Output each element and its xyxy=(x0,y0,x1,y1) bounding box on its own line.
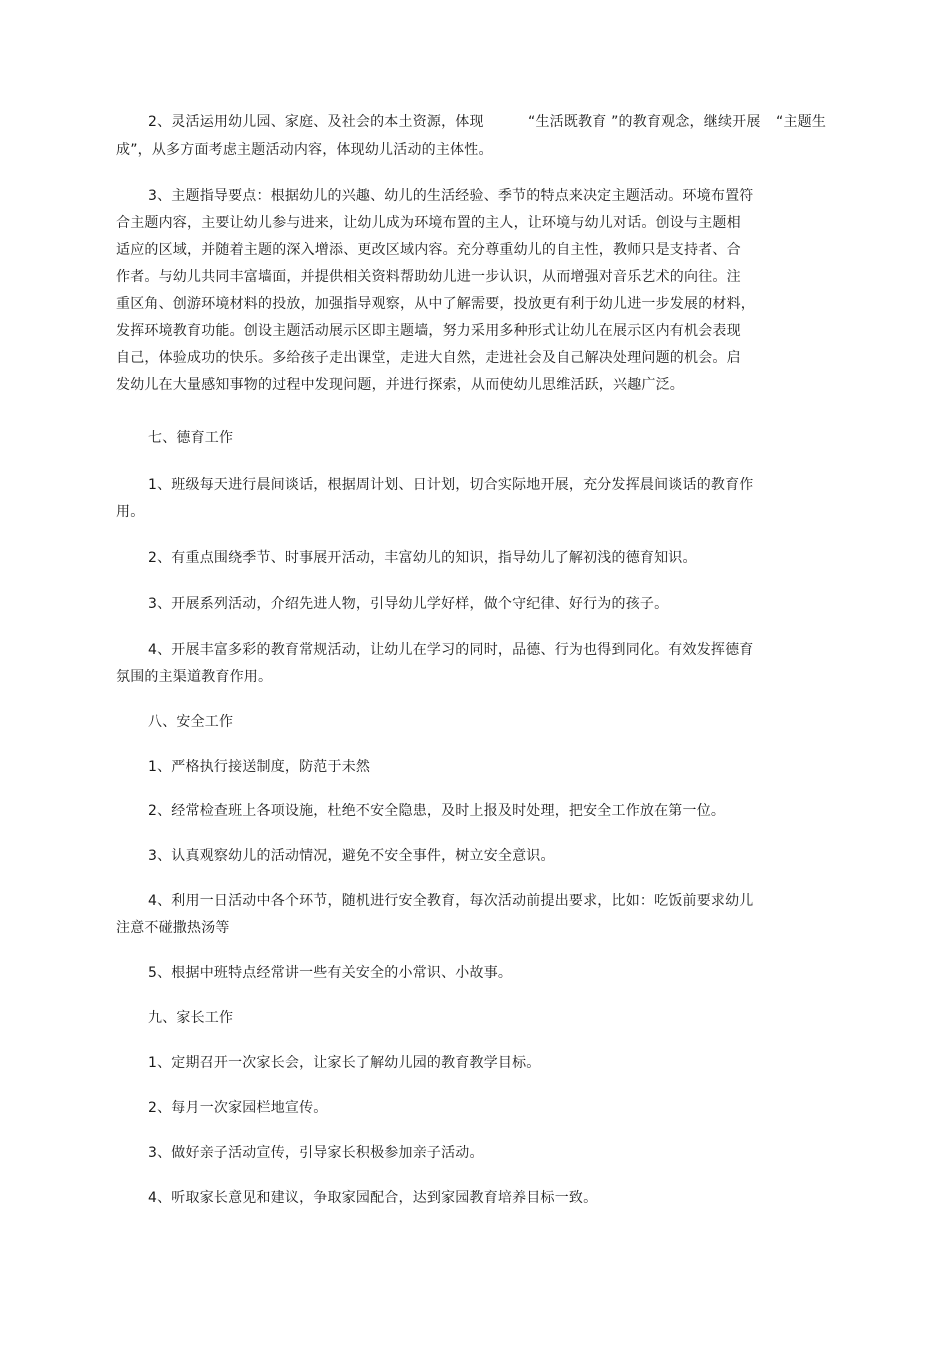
s9-item3: 3、做好亲子活动宣传，引导家长积极参加亲子活动。 xyxy=(148,1145,484,1161)
s8-item1: 1、严格执行接送制度，防范于未然 xyxy=(148,759,371,775)
s8-item4-line1: 4、利用一日活动中各个环节，随机进行安全教育，每次活动前提出要求，比如：吃饭前要求幼儿 xyxy=(148,893,754,909)
s7-item1-line2: 用。 xyxy=(116,504,145,520)
s9-item1: 1、定期召开一次家长会，让家长了解幼儿园的教育教学目标。 xyxy=(148,1055,541,1071)
s7-item4-line1: 4、开展丰富多彩的教育常规活动，让幼儿在学习的同时，品德、行为也得到同化。有效发挥德育 xyxy=(148,642,754,658)
s7-item1-line1: 1、班级每天进行晨间谈话，根据周计划、日计划，切合实际地开展，充分发挥晨间谈话的教育作 xyxy=(148,477,754,493)
s6-item3-line: 合主题内容，主要让幼儿参与进来，让幼儿成为环境布置的主人，让环境与幼儿对话。创设与主题相 xyxy=(116,215,741,231)
s6-item3-line: 自己，体验成功的快乐。多给孩子走出课堂，走进大自然，走进社会及自己解决处理问题的机会。启 xyxy=(116,350,741,366)
s6-item3-line: 作者。与幼儿共同丰富墙面，并提供相关资料帮助幼儿进一步认识，从而增强对音乐艺术的向往。注 xyxy=(116,269,741,285)
s6-item2-line1-part1: 2、灵活运用幼儿园、家庭、及社会的本土资源，体现 xyxy=(148,114,484,130)
s9-item4: 4、听取家长意见和建议，争取家园配合，达到家园教育培养目标一致。 xyxy=(148,1190,598,1206)
s6-item2-line1-part2: “生活既教育 ”的教育观念，继续开展 xyxy=(528,114,761,130)
s6-item3-line: 适应的区域，并随着主题的深入增添、更改区域内容。充分尊重幼儿的自主性，教师只是支持者、合 xyxy=(116,242,741,258)
s8-item5: 5、根据中班特点经常讲一些有关安全的小常识、小故事。 xyxy=(148,965,513,981)
s6-item3-line: 发挥环境教育功能。创设主题活动展示区即主题墙，努力采用多种形式让幼儿在展示区内有机会表现 xyxy=(116,323,741,339)
s6-item2-line1-part3: “主题生 xyxy=(776,114,827,130)
s6-item2-line2: 成”，从多方面考虑主题活动内容，体现幼儿活动的主体性。 xyxy=(116,142,493,158)
s8-item3: 3、认真观察幼儿的活动情况，避免不安全事件，树立安全意识。 xyxy=(148,848,555,864)
s6-item3-line: 发幼儿在大量感知事物的过程中发现问题，并进行探索，从而使幼儿思维活跃，兴趣广泛。 xyxy=(116,377,684,393)
s9-item2: 2、每月一次家园栏地宣传。 xyxy=(148,1100,328,1116)
s7-item4-line2: 氛围的主渠道教育作用。 xyxy=(116,669,273,685)
s6-item3-line: 重区角、创游环境材料的投放，加强指导观察，从中了解需要，投放更有利于幼儿进一步发展的材料， xyxy=(116,296,755,312)
s7-item3: 3、开展系列活动，介绍先进人物，引导幼儿学好样，做个守纪律、好行为的孩子。 xyxy=(148,596,669,612)
s8-item2: 2、经常检查班上各项设施，杜绝不安全隐患，及时上报及时处理，把安全工作放在第一位。 xyxy=(148,803,726,819)
section9-heading: 九、家长工作 xyxy=(148,1010,234,1026)
section7-heading: 七、德育工作 xyxy=(148,430,234,446)
s7-item2: 2、有重点围绕季节、时事展开活动，丰富幼儿的知识，指导幼儿了解初浅的德育知识。 xyxy=(148,550,697,566)
section8-heading: 八、安全工作 xyxy=(148,714,234,730)
s8-item4-line2: 注意不碰撒热汤等 xyxy=(116,920,230,936)
s6-item3-line: 3、主题指导要点：根据幼儿的兴趣、幼儿的生活经验、季节的特点来决定主题活动。环境布置符 xyxy=(148,188,754,204)
